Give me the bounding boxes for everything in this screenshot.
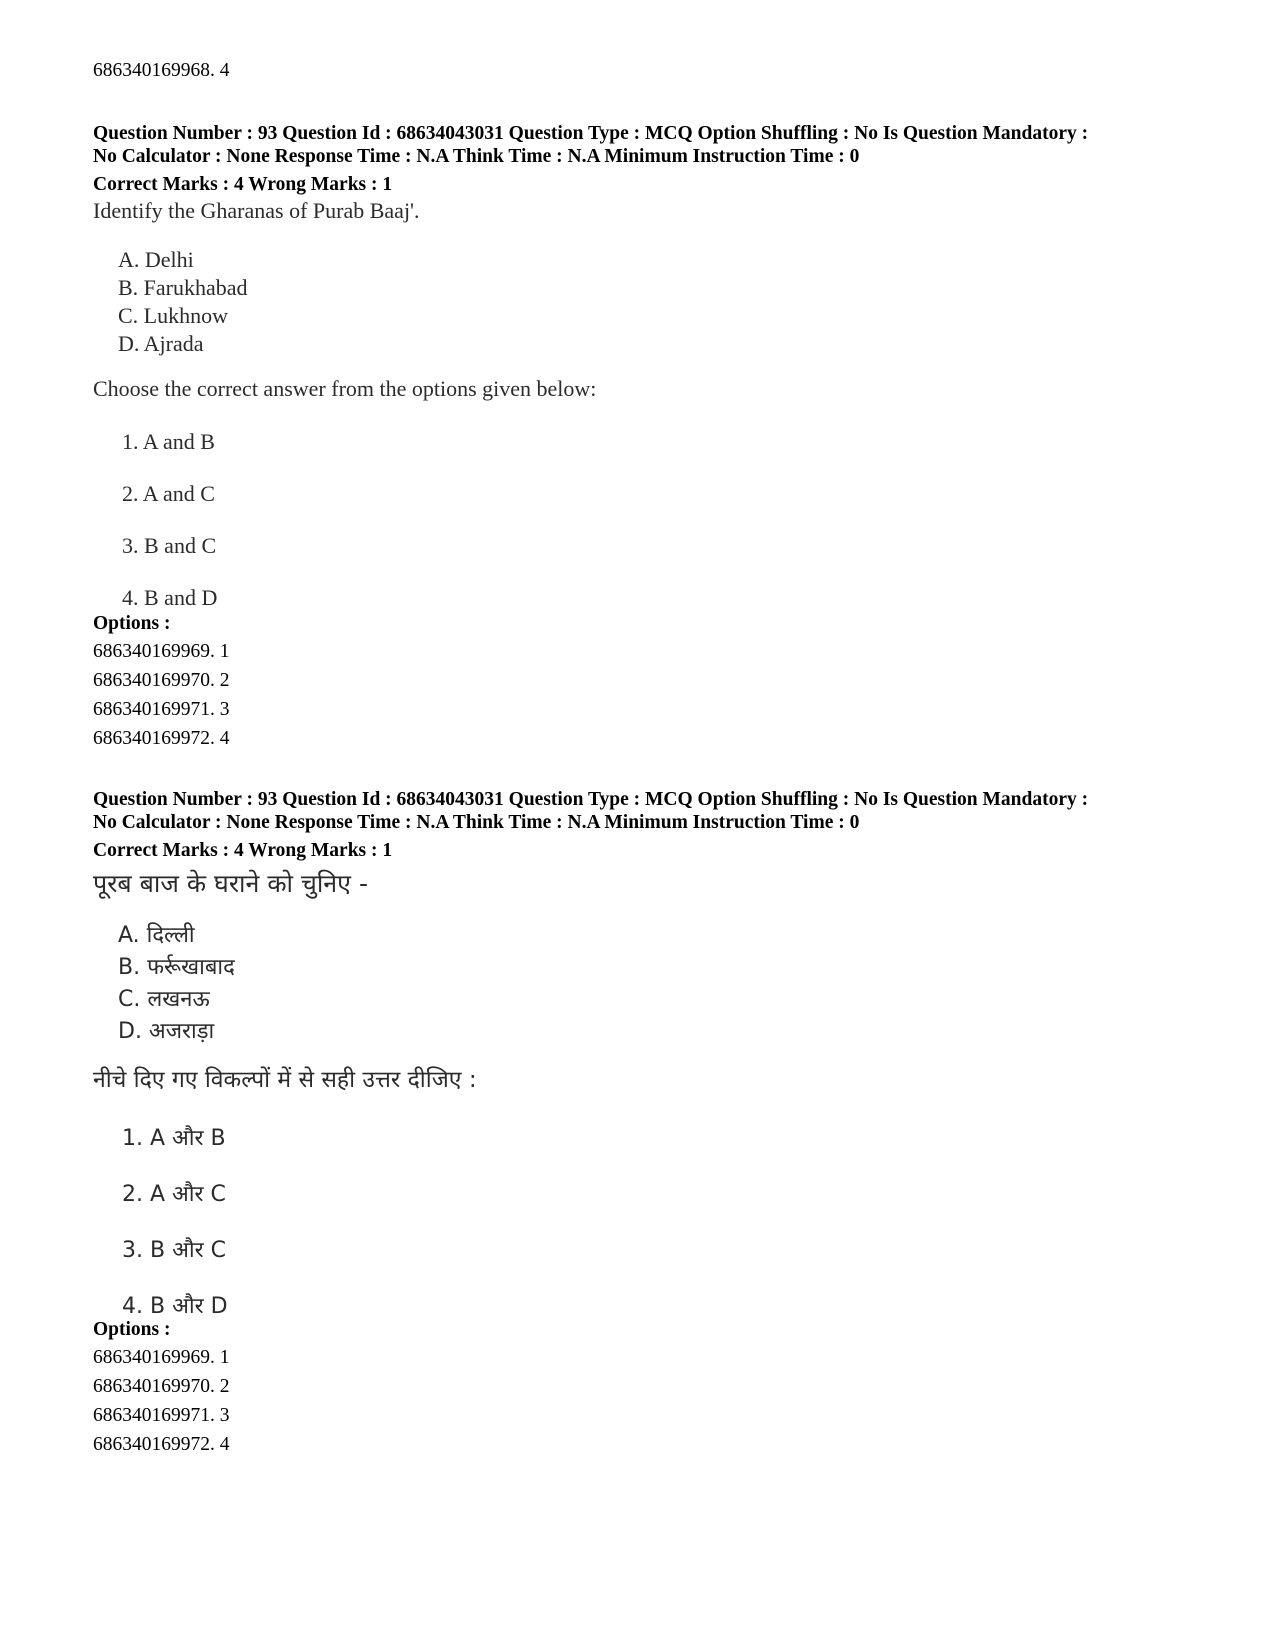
question-item-list xyxy=(118,246,248,358)
option-id-line: 686340169970. 2 xyxy=(93,670,230,691)
answer-choice: 2. A and C xyxy=(122,481,215,506)
list-item: D. Ajrada xyxy=(118,331,204,356)
option-id-line: 686340169969. 1 xyxy=(93,641,230,662)
answer-choice: 1. A and B xyxy=(122,429,215,454)
question-instruction: नीचे दिए गए विकल्पों में से सही उत्तर दीजिए : xyxy=(93,1067,477,1093)
question-meta-line2: No Calculator : None Response Time : N.A Think Time : N.A Minimum Instruction Time : 0 xyxy=(93,812,860,833)
question-marks: Correct Marks : 4 Wrong Marks : 1 xyxy=(93,840,393,861)
list-item: B. फर्रूखाबाद xyxy=(118,955,235,980)
options-heading: Options : xyxy=(93,613,171,634)
options-heading: Options : xyxy=(93,1319,171,1340)
question-item-list xyxy=(118,920,235,1048)
list-item: B. Farukhabad xyxy=(118,275,248,300)
question-text: पूरब बाज के घराने को चुनिए - xyxy=(93,869,368,898)
list-item: D. अजराड़ा xyxy=(118,1019,215,1044)
answer-choice: 2. A और C xyxy=(122,1182,226,1207)
option-id-line: 686340169971. 3 xyxy=(93,699,230,720)
options-list xyxy=(93,1343,230,1459)
option-id-line: 686340169972. 4 xyxy=(93,1434,230,1455)
question-text: Identify the Gharanas of Purab Baaj'. xyxy=(93,198,420,223)
answer-choice: 3. B और C xyxy=(122,1238,226,1263)
question-meta-line2: No Calculator : None Response Time : N.A Think Time : N.A Minimum Instruction Time : 0 xyxy=(93,146,860,167)
answer-choice: 4. B and D xyxy=(122,585,218,610)
previous-option-line: 686340169968. 4 xyxy=(93,60,230,81)
list-item: A. दिल्ली xyxy=(118,923,195,948)
answer-choice: 4. B और D xyxy=(122,1294,228,1319)
question-meta-line1: Question Number : 93 Question Id : 68634043031 Question Type : MCQ Option Shuffling : No Is Question Mandatory : xyxy=(93,123,1089,144)
list-item: A. Delhi xyxy=(118,247,194,272)
list-item: C. Lukhnow xyxy=(118,303,228,328)
answer-choice: 1. A और B xyxy=(122,1126,226,1151)
option-id-line: 686340169969. 1 xyxy=(93,1347,230,1368)
question-meta-line1: Question Number : 93 Question Id : 68634043031 Question Type : MCQ Option Shuffling : No Is Question Mandatory : xyxy=(93,789,1089,810)
answer-choice: 3. B and C xyxy=(122,533,217,558)
option-id-line: 686340169970. 2 xyxy=(93,1376,230,1397)
option-id-line: 686340169972. 4 xyxy=(93,728,230,749)
options-list xyxy=(93,637,230,753)
list-item: C. लखनऊ xyxy=(118,987,210,1012)
question-marks: Correct Marks : 4 Wrong Marks : 1 xyxy=(93,174,393,195)
option-id-line: 686340169971. 3 xyxy=(93,1405,230,1426)
question-instruction: Choose the correct answer from the options given below: xyxy=(93,376,597,401)
